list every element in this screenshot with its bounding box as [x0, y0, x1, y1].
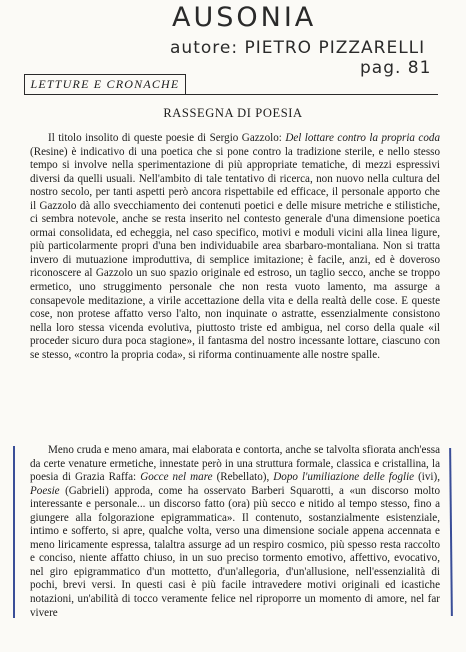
- section-label: LETTURE E CRONACHE: [24, 74, 186, 94]
- article-heading: RASSEGNA DI POESIA: [163, 106, 303, 120]
- p2-text-4: (Gabrieli) approda, come ha osservato Barberi Squarotti, a «un discorso molto interessante e personale... un discorso fatto (ora) più secco e nitido al tempo stesso, fino a giungere alla folgorazione epigrammatica». Il contenuto, sostanzialmente esistenziale, intimo e sofferto, si apre, qualche volta, verso una dimensione sociale appena accennata e meno liricamente espressa, talaltra assurge ad un respiro cosmico, più spesso resta raccolto e conciso, niente affatto chiuso, in un suo preciso tormento emotivo, affettivo, evocativo, nel giro epigrammatico d'un mottetto, d'un'allegoria, d'un'allusione, nell'essenzialità di pochi, brevi versi. In questi casi è più facile intravedere motivi originali ed icastiche notazioni, un'abilità di tocco veramente felice nel riproporre un momento di amore, nel far vivere: [30, 484, 440, 619]
- right-margin-pen-mark: [449, 448, 452, 616]
- p2-text-3: (ivi),: [414, 471, 440, 484]
- handwritten-page-number: pag. 81: [360, 58, 432, 78]
- p1-title-italic: Del lottare contro la propria coda: [285, 132, 440, 144]
- paragraph-1: [30, 132, 440, 362]
- left-margin-pen-mark: [13, 446, 15, 618]
- p1-text-1: Il titolo insolito di queste poesie di Sergio Gazzolo:: [48, 132, 286, 144]
- header-rule: [24, 94, 438, 95]
- p1-text-2: (Resine) è indicativo di una poetica che si pone contro la tradizione sterile, e nello stesso tempo si involve nella sperimentazione di più appropriate tematiche, di mezzi espressivi diversi da quelli usuali. Nell'ambito di tale tentativo di ricerca, non nuovo nella cultura del nostro secolo, per tanti aspetti però ancora rispettabile ed efficace, il personale apporto che il Gazzolo dà allo svecchiamento dei contenuti poetici e delle misure metriche e stilistiche, ci sembra notevole, anche se resta inserito nel contesto generale d'una dimensione poetica ormai consolidata, ed echeggia, nel caso specifico, motivi e moduli vicini alla linea ligure, più particolarmente propri d'una ben individuabile area sbarbaro-montaliana. Non si tratta invero di mutuazione improduttiva, di semplice imitazione; è facile, anzi, ed è doveroso riconoscere al Gazzolo un suo spazio originale ed estroso, un taglio secco, anche se troppo ermetico, uno struggimento personale che non resta vuoto lamento, ma assurge a consapevole meditazione, a virile accettazione della vita e della realtà delle cose. E queste cose, non protese affatto verso l'alto, non inquinate o astratte, essenzialmente consistono nella loro stessa vicenda evolutiva, piuttosto triste ed ambigua, nel corso della quale «il proceder sicuro dura poca stagione», il fantasma del nostro incessante lottare, ciascuno con se stesso, «contro la propria coda», si riforma continuamente alle nostre spalle.: [30, 145, 440, 361]
- p2-title-italic-1: Gocce nel mare: [140, 471, 213, 484]
- handwritten-author-note: autore: PIETRO PIZZARELLI: [170, 38, 426, 58]
- p2-text-1: Meno cruda e meno amara, mai elaborata e contorta, anche se talvolta sfiorata anch'essa da certe venature ermetiche, innestate però in una struttura formale, classica e cristallina, la poesia di Grazia Raffa:: [30, 444, 440, 484]
- paragraph-2: [30, 444, 440, 620]
- p2-title-italic-3: Poesie: [30, 484, 60, 497]
- p2-text-2: (Rebellato),: [212, 471, 274, 484]
- p2-title-italic-2: Dopo l'umiliazione delle foglie: [273, 471, 415, 484]
- handwritten-title: AUSONIA: [172, 2, 317, 33]
